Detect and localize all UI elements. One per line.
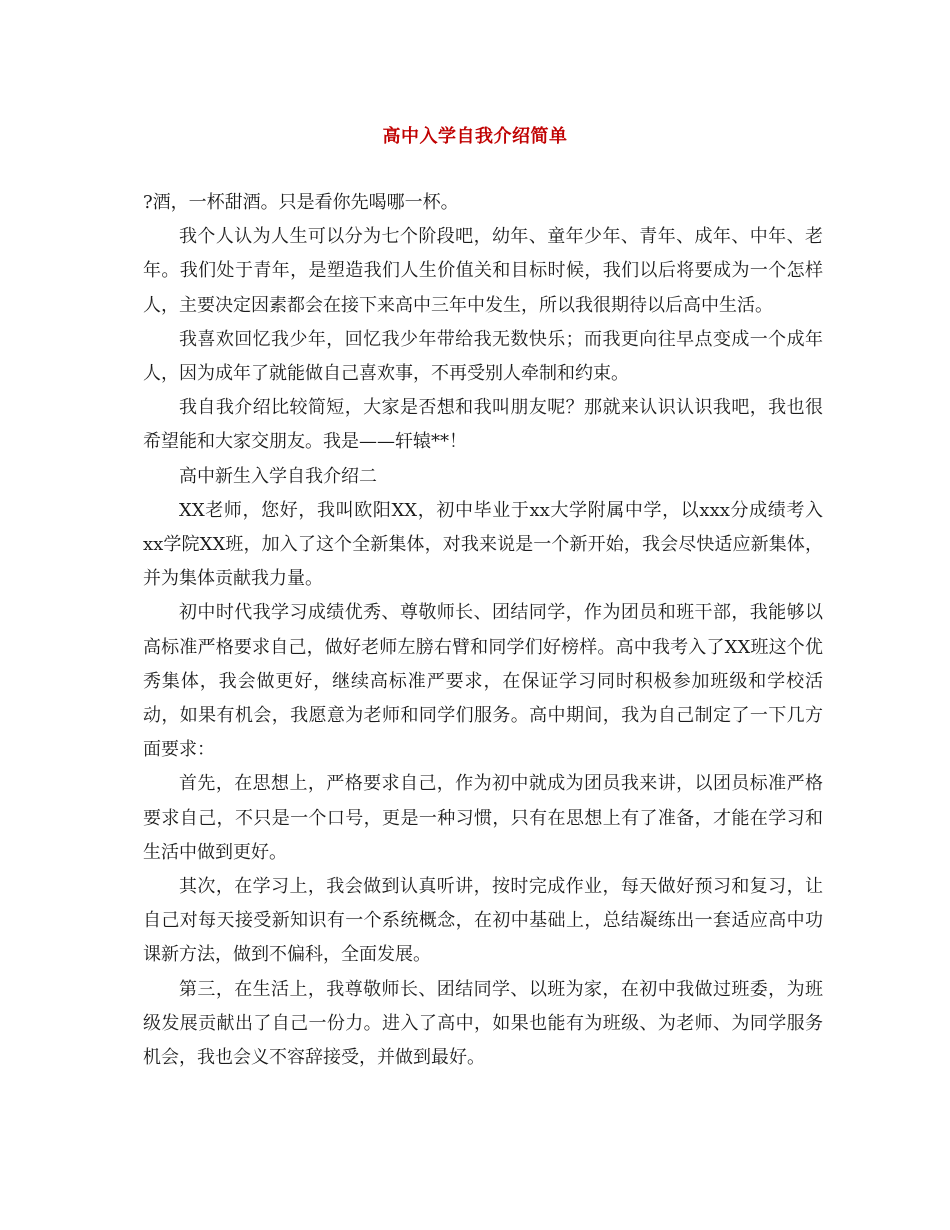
paragraph: 我喜欢回忆我少年，回忆我少年带给我无数快乐；而我更向往早点变成一个成年人，因为成年了就能做自己喜欢事，不再受别人牵制和约束。 <box>143 328 823 385</box>
paragraph: 首先，在思想上，严格要求自己，作为初中就成为团员我来讲，以团员标准严格要求自己，不只是一个口号，更是一种习惯，只有在思想上有了准备，才能在学习和生活中做到更好。 <box>143 773 823 863</box>
document-body <box>143 186 823 1075</box>
paragraph: 我个人认为人生可以分为七个阶段吧，幼年、童年少年、青年、成年、中年、老年。我们处于青年，是塑造我们人生价值关和目标时候，我们以后将要成为一个怎样人，主要决定因素都会在接下来高中三年中发生，所以我很期待以后高中生活。 <box>143 226 823 316</box>
paragraph: 其次，在学习上，我会做到认真听讲，按时完成作业，每天做好预习和复习，让自己对每天接受新知识有一个系统概念，在初中基础上，总结凝练出一套适应高中功课新方法，做到不偏科，全面发展。 <box>143 876 823 966</box>
paragraph: 第三，在生活上，我尊敬师长、团结同学、以班为家，在初中我做过班委，为班级发展贡献出了自己一份力。进入了高中，如果也能有为班级、为老师、为同学服务机会，我也会义不容辞接受，并做到最好。 <box>143 978 823 1069</box>
paragraph: ?酒，一杯甜酒。只是看你先喝哪一杯。 <box>143 192 459 213</box>
section-heading: 高中新生入学自我介绍二 <box>179 465 377 487</box>
paragraph: 初中时代我学习成绩优秀、尊敬师长、团结同学，作为团员和班干部，我能够以高标准严格要求自己，做好老师左膀右臂和同学们好榜样。高中我考入了XX班这个优秀集体，我会做更好，继续高标准严要求，在保证学习同时积极参加班级和学校活动，如果有机会，我愿意为老师和同学们服务。高中期间，我为自己制定了一下几方面要求： <box>143 602 823 761</box>
document-title: 高中入学自我介绍简单 <box>382 126 568 147</box>
paragraph: XX老师，您好，我叫欧阳XX，初中毕业于xx大学附属中学，以xxx分成绩考入xx学院XX班，加入了这个全新集体，对我来说是一个新开始，我会尽快适应新集体，并为集体贡献我力量。 <box>143 499 823 590</box>
paragraph: 我自我介绍比较简短，大家是否想和我叫朋友呢？那就来认识认识我吧，我也很希望能和大家交朋友。我是——轩辕**！ <box>143 397 823 453</box>
